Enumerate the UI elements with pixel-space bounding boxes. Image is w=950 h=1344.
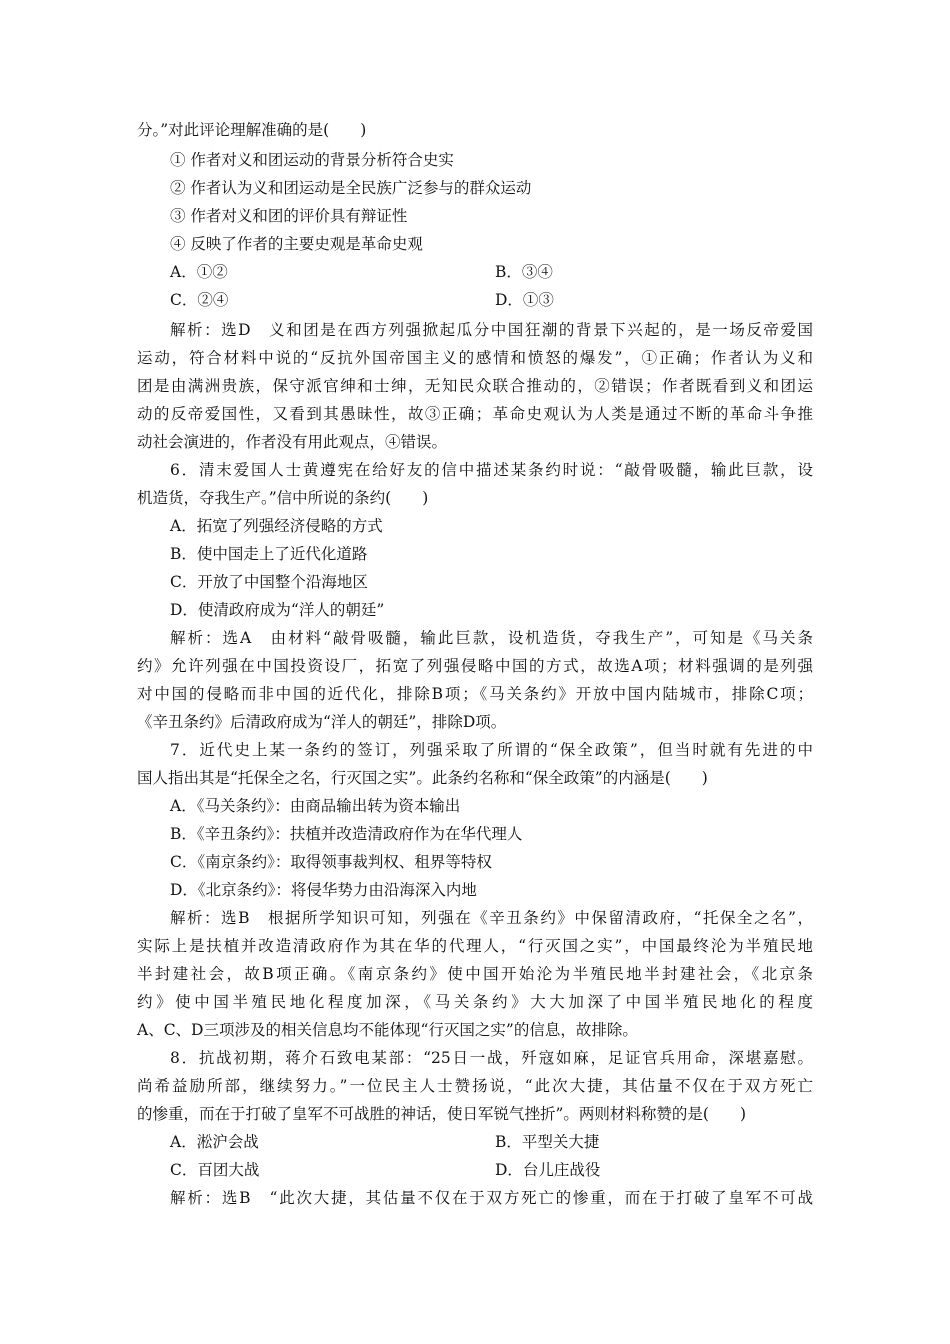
q5-option-a: A．①② [170,263,228,281]
statement-3: ③ 作者对义和团的评价具有辩证性 [170,207,408,225]
q6-option-a: A．拓宽了列强经济侵略的方式 [170,517,383,535]
q5-analysis-line-4: 动的反帝爱国性，又看到其愚昧性，故③正确；革命史观认为人类是通过不断的革命斗争推 [137,405,813,423]
q7-option-c: C．《南京条约》：取得领事裁判权、租界等特权 [170,853,492,871]
q8-option-d: D．台儿庄战役 [495,1161,601,1179]
q6-option-b: B．使中国走上了近代化道路 [170,545,368,563]
question-5-stem-end: 分。”对此评论理解准确的是( ) [137,121,367,139]
question-8-stem-line-3: 的惨重，而在于打破了皇军不可战胜的神话，使日军锐气挫折”。两则材料称赞的是( ) [137,1105,747,1123]
question-8-stem-line-1: 8．抗战初期，蒋介石致电某部：“25日一战，歼寇如麻，足证官兵用命，深堪嘉慰。 [170,1049,813,1067]
q7-option-a: A．《马关条约》：由商品输出转为资本输出 [170,797,461,815]
q8-analysis-line-1: 解析：选B “此次大捷，其估量不仅在于双方死亡的惨重，而在于打破了皇军不可战 [170,1189,813,1207]
q5-analysis-line-5: 动社会演进的，作者没有用此观点，④错误。 [137,433,448,451]
q7-option-d: D．《北京条约》：将侵华势力由沿海深入内地 [170,881,477,899]
question-7-stem-line-2: 国人指出其是“托保全之名，行灭国之实”。此条约名称和“保全政策”的内涵是( ) [137,769,708,787]
q6-option-d: D．使清政府成为“洋人的朝廷” [170,601,385,619]
q6-analysis-line-4: 《辛丑条约》后清政府成为“洋人的朝廷”，排除D项。 [137,713,507,731]
question-6-stem-line-1: 6．清末爱国人士黄遵宪在给好友的信中描述某条约时说：“敲骨吸髓，输此巨款，设 [170,461,813,479]
q6-analysis-line-2: 约》允许列强在中国投资设厂，拓宽了列强侵略中国的方式，故选A项；材料强调的是列强 [137,657,813,675]
q6-analysis-line-3: 对中国的侵略而非中国的近代化，排除B项；《马关条约》开放中国内陆城市，排除C项； [137,685,813,703]
question-8-stem-line-2: 尚希益励所部，继续努力。”一位民主人士赞扬说，“此次大捷，其估量不仅在于双方死亡 [137,1077,813,1095]
q5-analysis-line-2: 运动，符合材料中说的“反抗外国帝国主义的感情和愤怒的爆发”，①正确；作者认为义和 [137,349,813,367]
statement-4: ④ 反映了作者的主要史观是革命史观 [170,235,423,253]
question-6-stem-line-2: 机造货，夺我生产。”信中所说的条约( ) [137,489,429,507]
q8-option-b: B．平型关大捷 [495,1133,600,1151]
q6-analysis-line-1: 解析：选A 由材料“敲骨吸髓，输此巨款，设机造货，夺我生产”，可知是《马关条 [170,629,813,647]
q5-option-c: C．②④ [170,291,229,309]
statement-2: ② 作者认为义和团运动是全民族广泛参与的群众运动 [170,179,532,197]
q7-analysis-line-5: A、C、D三项涉及的相关信息均不能体现“行灭国之实”的信息，故排除。 [137,1021,638,1039]
q5-analysis-line-1: 解析：选D 义和团是在西方列强掀起瓜分中国狂潮的背景下兴起的，是一场反帝爱国 [170,321,813,339]
q6-option-c: C．开放了中国整个沿海地区 [170,573,368,591]
q5-option-d: D．①③ [495,291,554,309]
q7-analysis-line-3: 半封建社会，故B项正确。《南京条约》使中国开始沦为半殖民地半封建社会，《北京条 [137,965,813,983]
q7-option-b: B．《辛丑条约》：扶植并改造清政府作为在华代理人 [170,825,523,843]
q7-analysis-line-2: 实际上是扶植并改造清政府作为其在华的代理人，“行灭国之实”，中国最终沦为半殖民地 [137,937,813,955]
q7-analysis-line-4: 约》使中国半殖民地化程度加深，《马关条约》大大加深了中国半殖民地化的程度 [137,993,813,1011]
q8-option-a: A．淞沪会战 [170,1133,259,1151]
q5-option-b: B．③④ [495,263,553,281]
question-7-stem-line-1: 7．近代史上某一条约的签订，列强采取了所谓的“保全政策”，但当时就有先进的中 [170,741,813,759]
q8-option-c: C．百团大战 [170,1161,260,1179]
statement-1: ① 作者对义和团运动的背景分析符合史实 [170,151,454,169]
q5-analysis-line-3: 团是由满洲贵族，保守派官绅和士绅，无知民众联合推动的，②错误；作者既看到义和团运 [137,377,813,395]
q7-analysis-line-1: 解析：选B 根据所学知识可知，列强在《辛丑条约》中保留清政府，“托保全之名”， [170,909,813,927]
